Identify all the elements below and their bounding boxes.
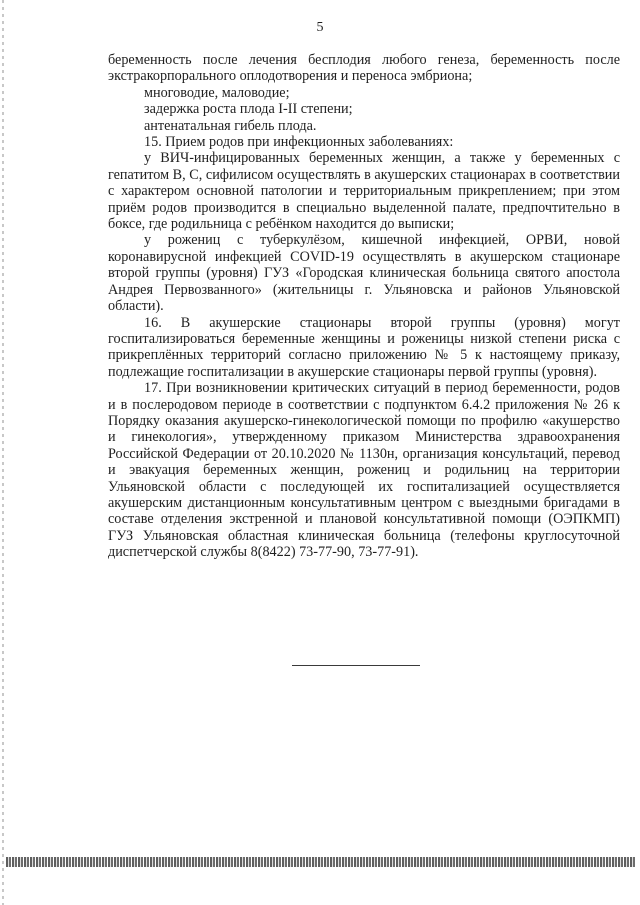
scan-edge-artifact [2, 0, 4, 905]
scan-bottom-strip [6, 857, 636, 867]
list-item: многоводие, маловодие; [144, 84, 290, 101]
section-heading: 15. Прием родов при инфекционных заболеваниях: [144, 134, 454, 151]
paragraph: 17. При возникновении критических ситуаций в период беременности, родов и в послеродовом периоде в соответствии с подпунктом 6.4.2 приложения № 26 к Порядку оказания акушерско-гинекологической помощи по профилю «акушерство и гинекология», утвержденному приказом Министерства здравоохранения Российской Федерации от 20.10.2020 № 1130н, организация консультаций, перевод и эвакуация беременных женщин, рожениц и родильниц на территории Ульяновской области с последующей их госпитализацией осуществляется акушерским дистанционным консультативным центром с выездными бригадами в составе отделения экстренной и плановой консультативной помощи (ОЭПКМП) ГУЗ Ульяновская областная клиническая больница (телефоны круглосуточной диспетчерской службы 8(8422) 73-77-90, 73-77-91). [108, 380, 620, 561]
paragraph: у рожениц с туберкулёзом, кишечной инфекцией, ОРВИ, новой коронавирусной инфекцией COVID-19 осуществлять в акушерском стационаре второй группы (уровня) ГУЗ «Городская клиническая больница святого апостола Андрея Первозванного» (жительницы г. Ульяновска и районов Ульяновской области). [108, 232, 620, 315]
list-item: антенатальная гибель плода. [144, 117, 317, 134]
list-item: задержка роста плода I-II степени; [144, 101, 353, 118]
paragraph: беременность после лечения бесплодия любого генеза, беременность после экстракорпорального оплодотворения и переноса эмбриона; [108, 52, 620, 85]
page-number: 5 [316, 20, 324, 35]
paragraph: у ВИЧ-инфицированных беременных женщин, а также у беременных с гепатитом В, С, сифилисом осуществлять в акушерских стационарах в соответствии с характером основной патологии и территориальным прикреплением; при этом приём родов производится в специально выделенной палате, предпочтительно в боксе, где родильница с ребёнком находится до выписки; [108, 150, 620, 233]
end-of-document-rule [292, 665, 420, 666]
paragraph: 16. В акушерские стационары второй группы (уровня) могут госпитализироваться беременные женщины и роженицы низкой степени риска с прикреплённых территорий согласно приложению № 5 к настоящему приказу, подлежащие госпитализации в акушерские стационары первой группы (уровня). [108, 314, 620, 380]
document-body [108, 52, 620, 561]
